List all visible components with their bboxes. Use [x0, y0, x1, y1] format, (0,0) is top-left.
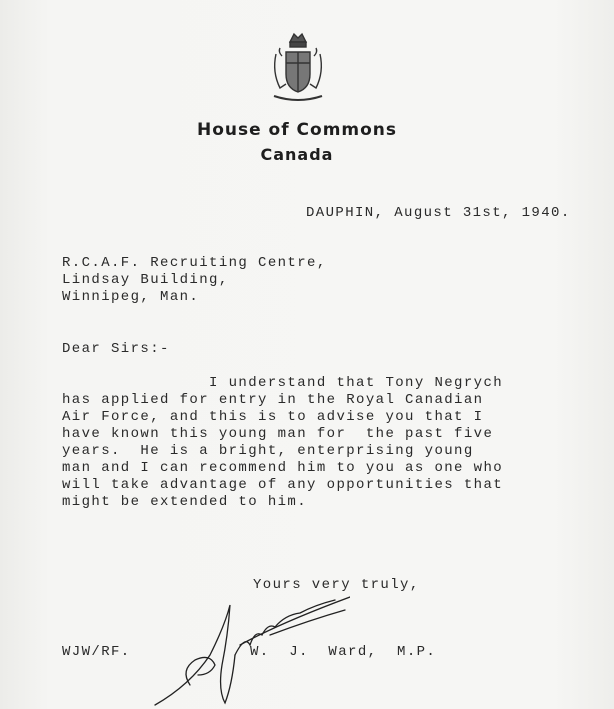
body-line: years. He is a bright, enterprising young: [62, 443, 474, 459]
letterhead-house-of-commons: House of Commons: [196, 120, 398, 140]
reference-initials: WJW/RF.: [62, 644, 131, 660]
salutation: Dear Sirs:-: [62, 341, 170, 357]
body-line: I understand that Tony Negrych: [62, 375, 504, 391]
body-line: man and I can recommend him to you as one who: [62, 460, 504, 476]
letterhead-canada: Canada: [260, 145, 334, 164]
coat-of-arms-icon: [270, 28, 326, 108]
body-line: have known this young man for the past five: [62, 426, 494, 442]
signatory-name: W. J. Ward, M.P.: [250, 644, 437, 660]
recipient-line: Lindsay Building,: [62, 272, 229, 288]
body-line: might be extended to him.: [62, 494, 308, 510]
date-line: DAUPHIN, August 31st, 1940.: [306, 205, 571, 221]
closing: Yours very truly,: [253, 577, 420, 593]
body-line: will take advantage of any opportunities that: [62, 477, 504, 493]
body-line: has applied for entry in the Royal Canadian: [62, 392, 484, 408]
handwritten-signature: [150, 575, 350, 709]
recipient-line: Winnipeg, Man.: [62, 289, 200, 305]
body-line: Air Force, and this is to advise you that I: [62, 409, 484, 425]
recipient-line: R.C.A.F. Recruiting Centre,: [62, 255, 327, 271]
